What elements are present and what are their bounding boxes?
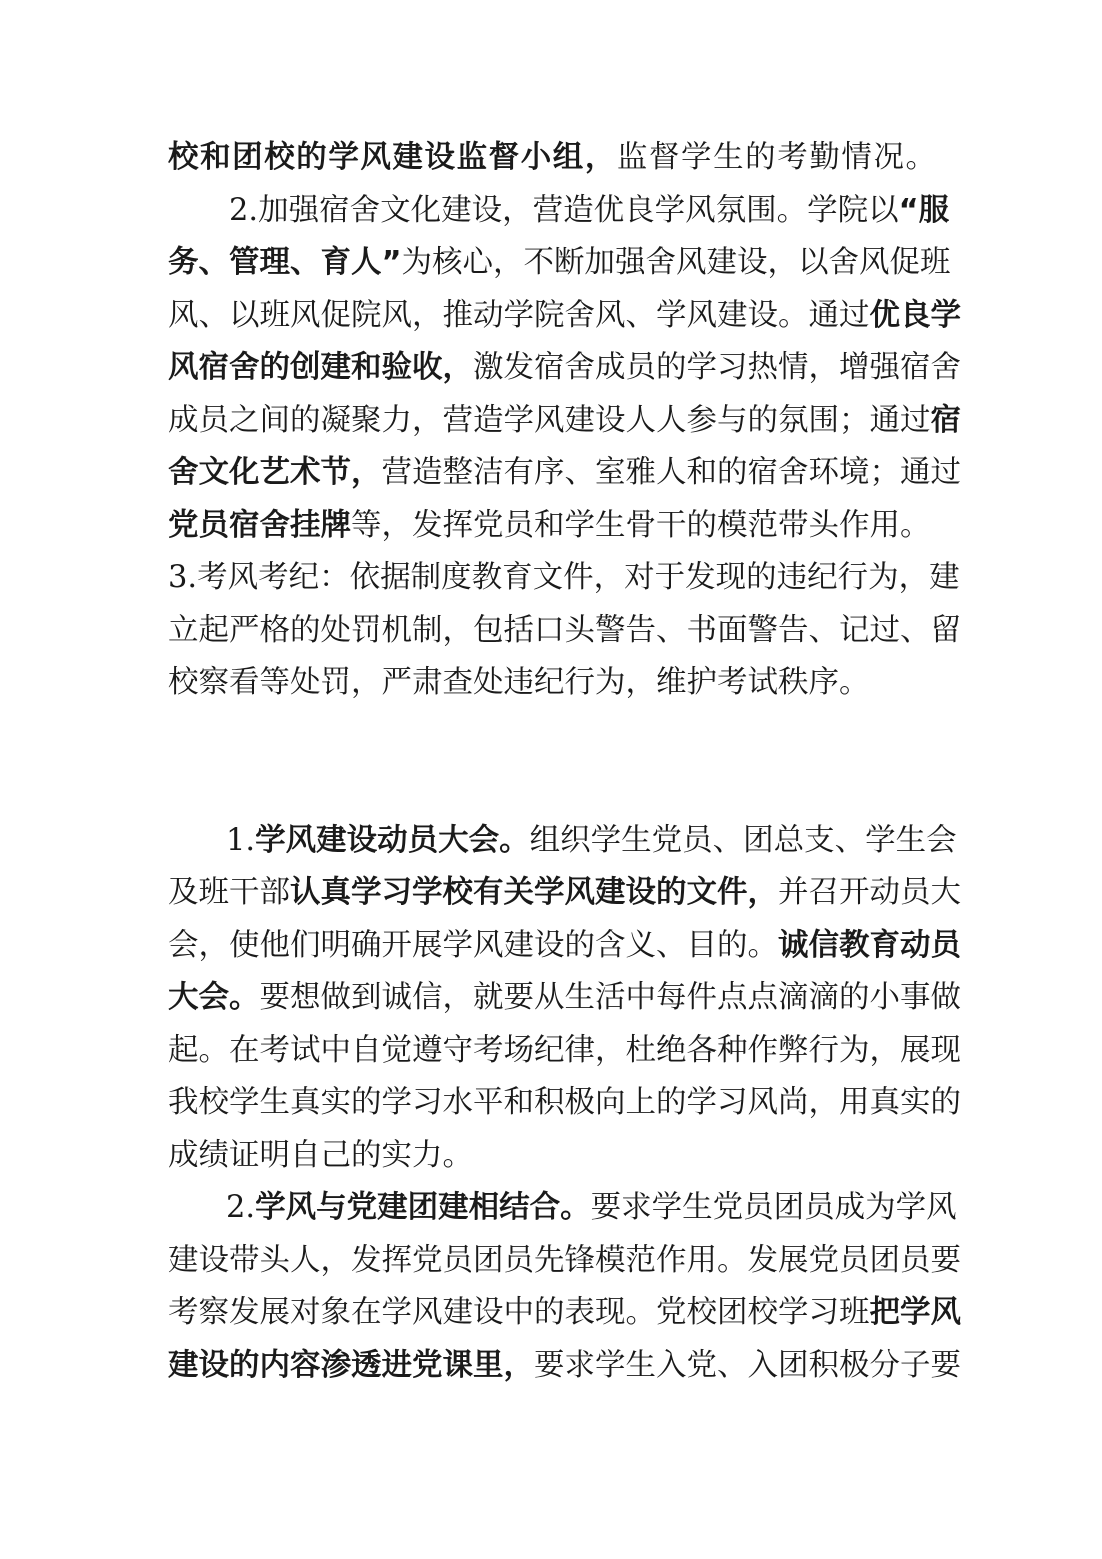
text: 风、以班风促院风，推动学院舍风、学风建设。通过 xyxy=(168,297,870,333)
section-heading xyxy=(168,710,936,763)
paragraph-line xyxy=(168,447,961,500)
text: 等，发挥党员和学生骨干的模范带头作用。 xyxy=(351,507,931,543)
paragraph-line xyxy=(168,920,961,973)
text: 考察发展对象在学风建设中的表现。党校团校学习班 xyxy=(168,1295,870,1330)
paragraph-line xyxy=(168,605,961,658)
text: 要求学生党员团员成为学风 xyxy=(590,1190,957,1225)
bold-text: 优良学 xyxy=(869,297,961,333)
paragraph-line xyxy=(168,342,961,395)
paragraph-line xyxy=(168,132,936,185)
bold-text: 务、管理、育人” xyxy=(168,245,402,280)
text: 3.考风考纪：依据制度教育文件，对于发现的违纪行为，建 xyxy=(168,560,960,595)
bold-text: 学风建设动员大会。 xyxy=(255,822,530,858)
bold-text: “服 xyxy=(898,192,950,228)
paragraph-line xyxy=(168,1235,961,1288)
paragraph-line xyxy=(168,237,951,290)
text: 立起严格的处罚机制，包括口头警告、书面警告、记过、留 xyxy=(168,612,961,648)
text: 校察看等处罚，严肃查处违纪行为，维护考试秩序。 xyxy=(168,665,870,700)
paragraph-line xyxy=(168,867,961,920)
paragraph-line xyxy=(168,1130,936,1183)
text: 及班干部 xyxy=(168,875,290,910)
document-page xyxy=(168,132,961,1392)
text: 1. xyxy=(226,822,256,858)
text: 要想做到诚信，就要从生活中每件点点滴滴的小事做 xyxy=(259,980,961,1015)
paragraph-line xyxy=(168,815,957,868)
text: 监督学生的考勤情况。 xyxy=(616,140,937,175)
text: 成员之间的凝聚力，营造学风建设人人参与的氛围；通过 xyxy=(168,402,931,438)
text: 要求学生入党、入团积极分子要 xyxy=(534,1347,961,1383)
bold-text: 宿 xyxy=(930,402,961,438)
bold-text: 党员宿舍挂牌 xyxy=(168,507,351,543)
paragraph-line xyxy=(168,395,961,448)
text: 2.加强宿舍文化建设，营造优良学风氛围。学院以 xyxy=(229,192,899,228)
text: 组织学生党员、团总支、学生会 xyxy=(529,822,957,858)
bold-text: 风宿舍的创建和验收， xyxy=(168,350,473,385)
paragraph-line xyxy=(168,1182,957,1235)
text: 激发宿舍成员的学习热情，增强宿舍 xyxy=(473,350,961,385)
paragraph-line xyxy=(168,552,960,605)
paragraph-line xyxy=(168,500,936,553)
text: 建设带头人，发挥党员团员先锋模范作用。发展党员团员要 xyxy=(168,1242,961,1278)
paragraph-line xyxy=(168,1025,961,1078)
bold-text: 舍文化艺术节， xyxy=(168,455,382,490)
paragraph-line xyxy=(168,185,950,238)
paragraph-line xyxy=(168,657,936,710)
bold-text: 把学风 xyxy=(869,1295,961,1330)
bold-text: 学风与党建团建相结合。 xyxy=(255,1190,591,1225)
paragraph-line xyxy=(168,290,961,343)
text: 起。在考试中自觉遵守考场纪律，杜绝各种作弊行为，展现 xyxy=(168,1032,961,1068)
text: 我校学生真实的学习水平和积极向上的学习风尚，用真实的 xyxy=(168,1085,961,1120)
text: 营造整洁有序、室雅人和的宿舍环境；通过 xyxy=(381,455,961,490)
bold-text: 大会。 xyxy=(168,980,260,1015)
paragraph-line xyxy=(168,1077,961,1130)
bold-text: 校和团校的学风建设监督小组， xyxy=(168,140,617,175)
paragraph-line xyxy=(168,1340,961,1393)
text: 成绩证明自己的实力。 xyxy=(168,1137,473,1173)
text: 为核心，不断加强舍风建设，以舍风促班 xyxy=(401,245,951,280)
bold-text: 诚信教育动员 xyxy=(778,927,961,963)
paragraph-line xyxy=(168,1287,961,1340)
bold-text: 建设的内容渗透进党课里， xyxy=(168,1347,534,1383)
subsection-heading xyxy=(168,762,936,815)
text: 并召开动员大 xyxy=(778,875,961,910)
bold-text: 认真学习学校有关学风建设的文件， xyxy=(290,875,778,910)
text: 会，使他们明确开展学风建设的含义、目的。 xyxy=(168,927,778,963)
text: 2. xyxy=(226,1190,256,1225)
paragraph-line xyxy=(168,972,961,1025)
